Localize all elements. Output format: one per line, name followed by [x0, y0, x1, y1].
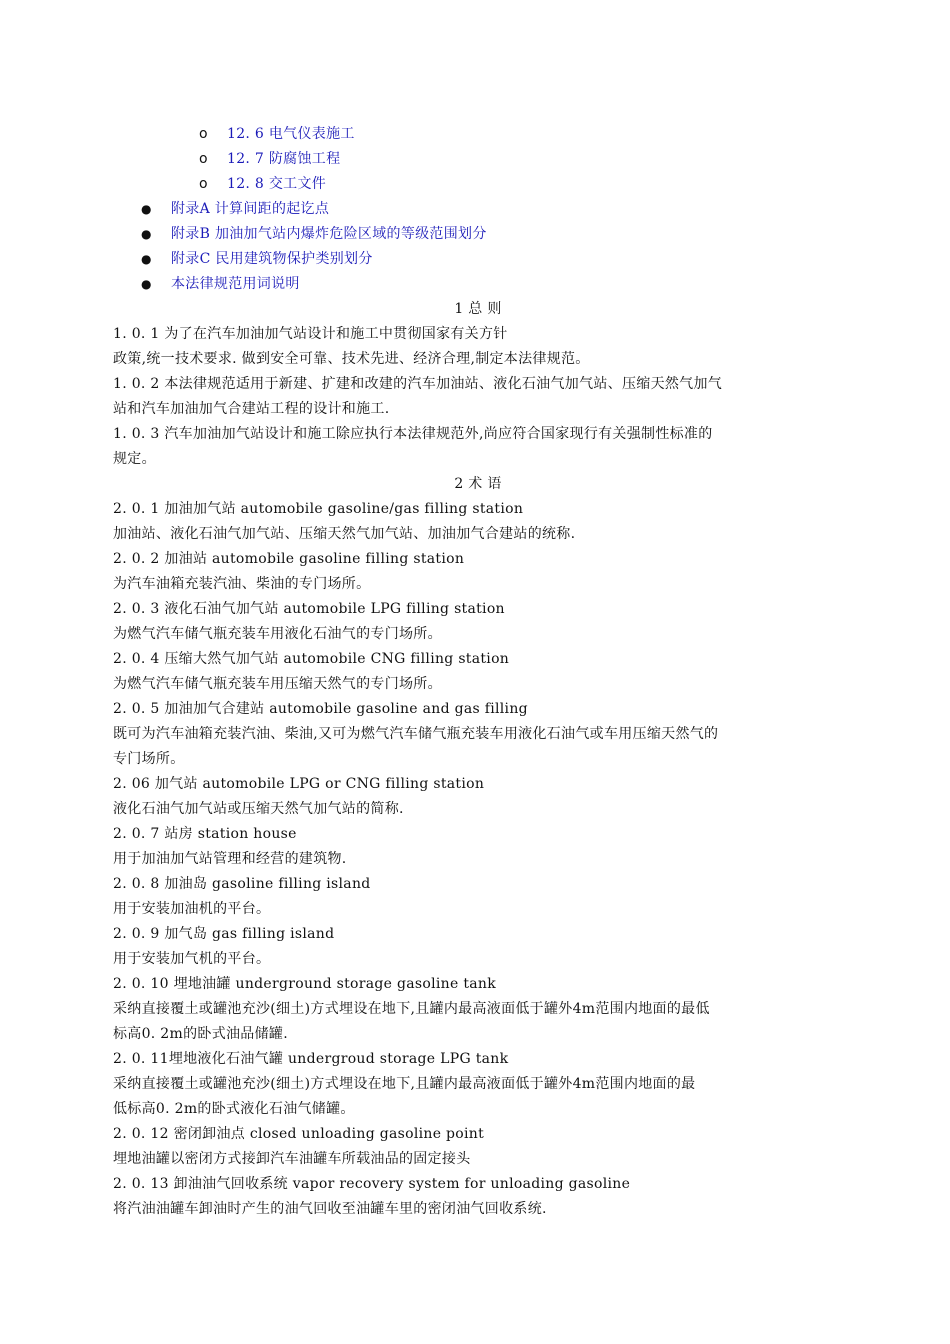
- circle-bullet-icon: o: [199, 126, 208, 142]
- paragraph-line: 2. 0. 4 压缩大然气加气站 automobile CNG filling station: [113, 651, 510, 667]
- toc-link-appendix-a[interactable]: 附录A 计算间距的起讫点: [171, 201, 330, 217]
- paragraph-line: 2. 06 加气站 automobile LPG or CNG filling station: [113, 776, 485, 792]
- paragraph-line: 用于加油加气站管理和经营的建筑物.: [113, 851, 347, 867]
- toc-link-12-6[interactable]: 12. 6 电气仪表施工: [227, 126, 355, 142]
- paragraph-line: 政策,统一技术要求. 做到安全可靠、技术先进、经济合理,制定本法律规范。: [113, 351, 590, 367]
- paragraph-line: 站和汽车加油加气合建站工程的设计和施工.: [113, 401, 390, 417]
- bullet-icon: ●: [141, 227, 152, 241]
- document-page: [113, 122, 843, 1222]
- paragraph-line: 为汽车油箱充装汽油、柴油的专门场所。: [113, 576, 371, 592]
- paragraph-line: 2. 0. 1 加油加气站 automobile gasoline/gas filling station: [113, 501, 524, 517]
- paragraph-line: 埋地油罐以密闭方式接卸汽车油罐车所载油品的固定接头: [113, 1151, 471, 1167]
- toc-sub-item: [113, 172, 843, 197]
- paragraph-line: 加油站、液化石油气加气站、压缩天然气加气站、加油加气合建站的统称.: [113, 526, 576, 542]
- paragraph-line: 将汽油油罐车卸油时产生的油气回收至油罐车里的密闭油气回收系统.: [113, 1201, 547, 1217]
- toc-link-12-8[interactable]: 12. 8 交工文件: [227, 176, 327, 192]
- paragraph-line: 1. 0. 1 为了在汽车加油加气站设计和施工中贯彻国家有关方针: [113, 326, 508, 342]
- toc-sub-item: [113, 147, 843, 172]
- paragraph-line: 2. 0. 11埋地液化石油气罐 undergroud storage LPG tank: [113, 1051, 509, 1067]
- paragraph-line: 采纳直接覆土或罐池充沙(细土)方式埋设在地下,且罐内最高液面低于罐外4m范围内地面的最低: [113, 1001, 710, 1017]
- paragraph-line: 为燃气汽车储气瓶充装车用液化石油气的专门场所。: [113, 626, 442, 642]
- paragraph-line: 用于安装加气机的平台。: [113, 951, 271, 967]
- paragraph-line: 1. 0. 2 本法律规范适用于新建、扩建和改建的汽车加油站、液化石油气加气站、压缩天然气加气: [113, 376, 723, 392]
- paragraph-line: 2. 0. 9 加气岛 gas filling island: [113, 926, 335, 942]
- paragraph-line: 2. 0. 12 密闭卸油点 closed unloading gasoline point: [113, 1126, 485, 1142]
- paragraph-line: 2. 0. 3 液化石油气加气站 automobile LPG filling station: [113, 601, 505, 617]
- paragraph-line: 1. 0. 3 汽车加油加气站设计和施工除应执行本法律规范外,尚应符合国家现行有关强制性标准的: [113, 426, 713, 442]
- toc-item: [113, 247, 843, 272]
- bullet-icon: ●: [141, 252, 152, 266]
- section-heading-general: 1 总 则: [454, 301, 502, 317]
- paragraph-line: 2. 0. 2 加油站 automobile gasoline filling station: [113, 551, 465, 567]
- bullet-icon: ●: [141, 277, 152, 291]
- terms-body: [113, 497, 843, 1222]
- toc-sub-item: [113, 122, 843, 147]
- paragraph-line: 2. 0. 7 站房 station house: [113, 826, 297, 842]
- paragraph-line: 为燃气汽车储气瓶充装车用压缩天然气的专门场所。: [113, 676, 442, 692]
- paragraph-line: 2. 0. 8 加油岛 gasoline filling island: [113, 876, 371, 892]
- paragraph-line: 2. 0. 10 埋地油罐 underground storage gasoline tank: [113, 976, 497, 992]
- section-heading-terms: 2 术 语: [454, 476, 502, 492]
- toc-item: [113, 197, 843, 222]
- paragraph-line: 采纳直接覆土或罐池充沙(细土)方式埋设在地下,且罐内最高液面低于罐外4m范围内地面的最: [113, 1076, 696, 1092]
- circle-bullet-icon: o: [199, 151, 208, 167]
- paragraph-line: 规定。: [113, 451, 156, 467]
- circle-bullet-icon: o: [199, 176, 208, 192]
- paragraph-line: 低标高0. 2m的卧式液化石油气储罐。: [113, 1101, 355, 1117]
- toc-item: [113, 272, 843, 297]
- paragraph-line: 用于安装加油机的平台。: [113, 901, 271, 917]
- paragraph-line: 液化石油气加气站或压缩天然气加气站的简称.: [113, 801, 404, 817]
- toc-item: [113, 222, 843, 247]
- toc-link-appendix-b[interactable]: 附录B 加油加气站内爆炸危险区域的等级范围划分: [171, 226, 487, 242]
- paragraph-line: 专门场所。: [113, 751, 185, 767]
- toc-link-12-7[interactable]: 12. 7 防腐蚀工程: [227, 151, 341, 167]
- bullet-icon: ●: [141, 202, 152, 216]
- paragraph-line: 标高0. 2m的卧式油品储罐.: [113, 1026, 288, 1042]
- toc-link-wording[interactable]: 本法律规范用词说明: [171, 276, 300, 292]
- paragraph-line: 2. 0. 5 加油加气合建站 automobile gasoline and gas filling: [113, 701, 528, 717]
- toc-link-appendix-c[interactable]: 附录C 民用建筑物保护类别划分: [171, 251, 373, 267]
- paragraph-line: 2. 0. 13 卸油油气回收系统 vapor recovery system for unloading gasoline: [113, 1176, 631, 1192]
- paragraph-line: 既可为汽车油箱充装汽油、柴油,又可为燃气汽车储气瓶充装车用液化石油气或车用压缩天然气的: [113, 726, 719, 742]
